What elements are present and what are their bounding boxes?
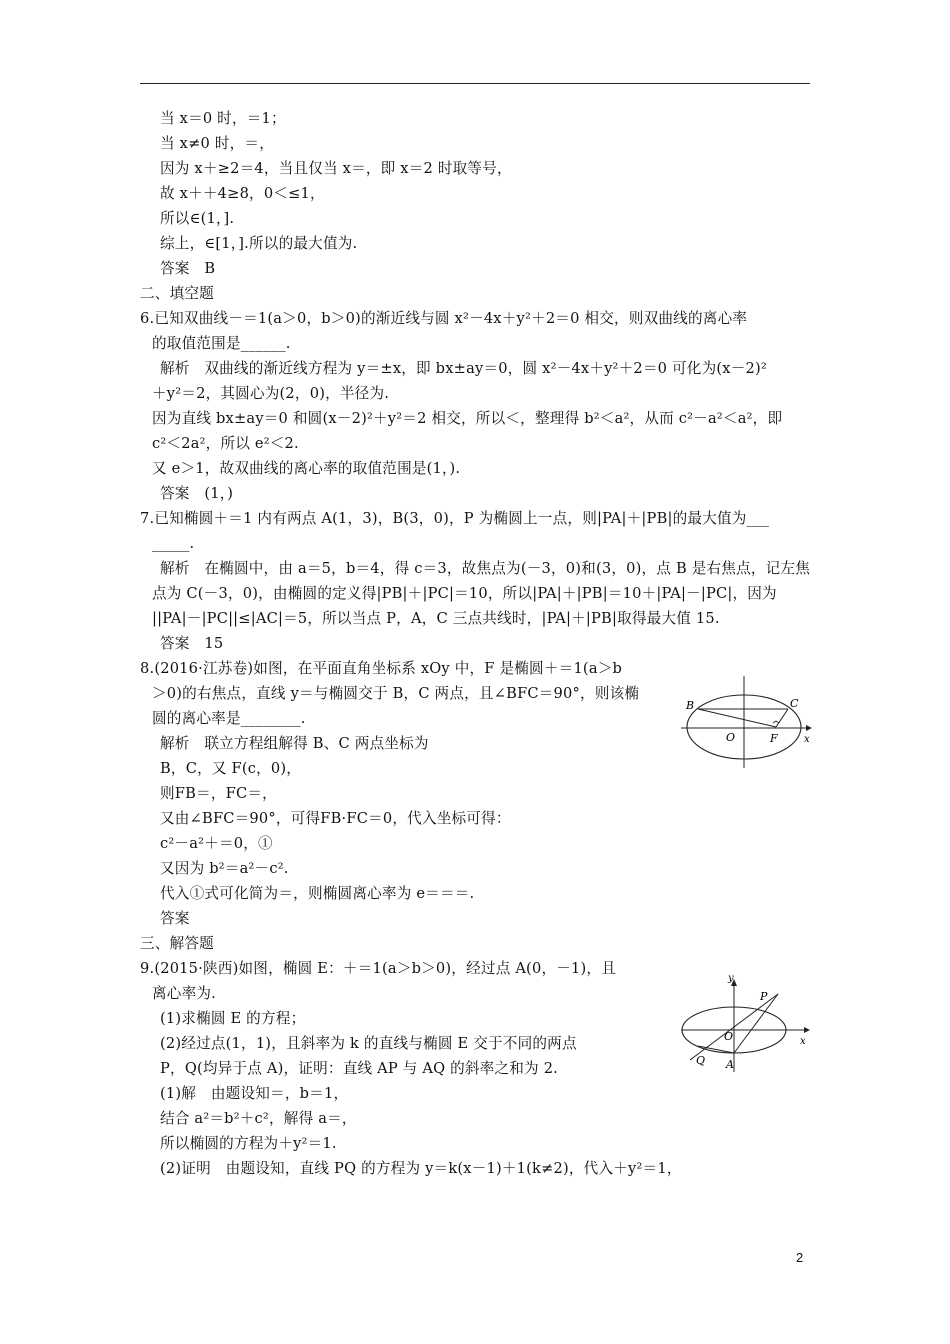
text-line: _____. [152,535,195,552]
text-line: 因为直线 bx±ay＝0 和圆(x－2)²＋y²＝2 相交，所以＜，整理得 b²＜a²，从而 c²－a²＜a²，即 [152,410,783,427]
text-line: 二、填空题 [140,285,214,302]
label-x: x [800,1036,806,1047]
text-line: 当 x＝0 时，＝1； [160,110,286,127]
page-number: 2 [796,1250,804,1265]
figure-ellipse-pqa [676,972,816,1082]
text-line: 结合 a²＝b²＋c²，解得 a＝， [160,1110,357,1127]
text-line: 9.(2015·陕西)如图，椭圆 E：＋＝1(a＞b＞0)，经过点 A(0，－1)，且 [140,960,616,977]
text-line: 答案 15 [160,635,224,652]
text-line: (2)经过点(1，1)，且斜率为 k 的直线与椭圆 E 交于不同的两点 [160,1035,577,1052]
text-line: (2)证明 由题设知，直线 PQ 的方程为 y＝k(x－1)＋1(k≠2)，代入＋y²＝1， [160,1160,682,1177]
text-line: 所以椭圆的方程为＋y²＝1. [160,1135,337,1152]
text-line: 又因为 b²＝a²－c². [160,860,289,877]
text-line: 解析 在椭圆中，由 a＝5，b＝4，得 c＝3，故焦点为(－3，0)和(3，0)，点 B 是右焦点，记左焦 [160,560,811,577]
text-line: 三、解答题 [140,935,214,952]
text-line: c²－a²＋＝0，① [160,835,273,852]
label-o: O [726,731,736,744]
text-line: 因为 x＋≥2＝4，当且仅当 x＝，即 x＝2 时取等号， [160,160,512,177]
text-line: 答案 B [160,260,216,277]
text-line: 解析 联立方程组解得 B、C 两点坐标为 [160,735,429,752]
label-q: Q [696,1054,706,1067]
text-line: 所以∈(1，]. [160,210,235,227]
text-line: 答案 (1，) [160,485,234,502]
text-line: 则FB＝，FC＝， [160,785,277,802]
text-line: ＋y²＝2，其圆心为(2，0)，半径为. [152,385,390,402]
text-line: 7.已知椭圆＋＝1 内有两点 A(1，3)，B(3，0)，P 为椭圆上一点，则|PA|＋|PB|的最大值为___ [140,510,770,527]
text-line: 解析 双曲线的渐近线方程为 y＝±x，即 bx±ay＝0，圆 x²－4x＋y²＋2＝0 可化为(x－2)² [160,360,767,377]
text-line: 综上，∈[1，].所以的最大值为. [160,235,358,252]
text-line: 圆的离心率是________. [152,710,306,727]
figure-ellipse-bcf [676,672,816,772]
text-line: 8.(2016·江苏卷)如图，在平面直角坐标系 xOy 中，F 是椭圆＋＝1(a＞b [140,660,623,677]
text-line: ＞0)的右焦点，直线 y＝与椭圆交于 B，C 两点，且∠BFC＝90°，则该椭 [152,685,640,702]
label-f: F [770,732,778,745]
text-line: B，C，又 F(c，0)， [160,760,302,777]
label-x: x [804,734,810,745]
label-a: A [726,1058,734,1071]
text-line: 又由∠BFC＝90°，可得FB·FC＝0，代入坐标可得： [160,810,511,827]
text-line: (1)求椭圆 E 的方程； [160,1010,306,1027]
text-line: c²＜2a²，所以 e²＜2. [152,435,299,452]
label-o: O [724,1030,734,1043]
text-line: P，Q(均异于点 A)，证明：直线 AP 与 AQ 的斜率之和为 2. [160,1060,559,1077]
text-line: ||PA|－|PC||≤|AC|＝5，所以当点 P，A，C 三点共线时，|PA|＋|PB|取得最大值 15. [152,610,720,627]
text-line: 6.已知双曲线－＝1(a＞0，b＞0)的渐近线与圆 x²－4x＋y²＋2＝0 相交，则双曲线的离心率 [140,310,748,327]
label-y: y [728,973,734,984]
text-line: 答案 [160,910,190,927]
text-line: 代入①式可化简为＝，则椭圆离心率为 e＝＝＝. [160,885,475,902]
label-b: B [686,699,695,712]
text-line: 当 x≠0 时，＝， [160,135,274,152]
text-line: 点为 C(－3，0)，由椭圆的定义得|PB|＋|PC|＝10，所以|PA|＋|PB|＝10＋|PA|－|PC|，因为 [152,585,777,602]
text-line: 又 e＞1，故双曲线的离心率的取值范围是(1，). [152,460,461,477]
text-line: 离心率为. [152,985,217,1002]
text-line: 故 x＋＋4≥8，0＜≤1， [160,185,325,202]
label-c: C [790,697,799,710]
text-line: 的取值范围是______. [152,335,291,352]
label-p: P [760,990,768,1003]
text-line: (1)解 由题设知＝，b＝1， [160,1085,349,1102]
